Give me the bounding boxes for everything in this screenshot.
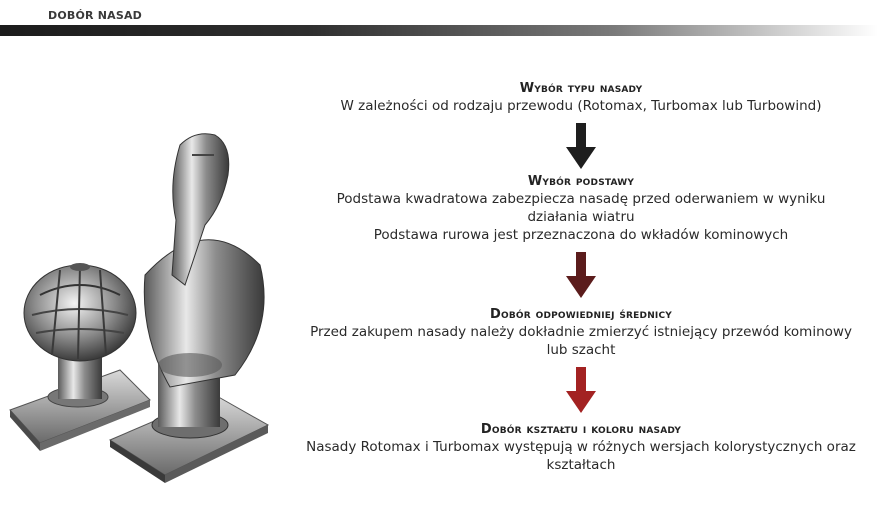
turbine-ventilator-icon (10, 263, 150, 451)
step-text: Nasady Rotomax i Turbomax występują w różnych wersjach kolorystycznych oraz (306, 439, 856, 455)
step-base (286, 173, 876, 244)
step-text: lub szacht (546, 342, 616, 358)
step-diameter (286, 306, 876, 359)
product-image (0, 125, 295, 521)
selection-steps (286, 80, 876, 474)
step-title: Dobór kształtu i koloru nasady (480, 422, 682, 437)
step-type (286, 80, 876, 115)
step-text: Podstawa kwadratowa zabezpiecza nasadę przed oderwaniem w wyniku (336, 191, 826, 207)
header-title: DOBÓR NASAD (48, 9, 143, 22)
step-text: Przed zakupem nasady należy dokładnie zmierzyć istniejący przewód kominowy (310, 324, 852, 340)
arrow-down-icon (566, 123, 596, 169)
step-title: Wybór podstawy (527, 174, 635, 189)
step-text: działania wiatru (527, 209, 635, 225)
step-title: Dobór odpowiedniej średnicy (489, 307, 672, 322)
step-text: kształtach (546, 457, 616, 473)
step-shape-color (286, 421, 876, 474)
header-bar (0, 25, 878, 36)
arrow-down-icon (566, 252, 596, 298)
step-text: W zależności od rodzaju przewodu (Rotomax, Turbomax lub Turbowind) (340, 98, 822, 114)
step-text: Podstawa rurowa jest przeznaczona do wkładów kominowych (373, 227, 789, 243)
arrow-down-icon (566, 367, 596, 413)
step-title: Wybór typu nasady (519, 81, 643, 96)
